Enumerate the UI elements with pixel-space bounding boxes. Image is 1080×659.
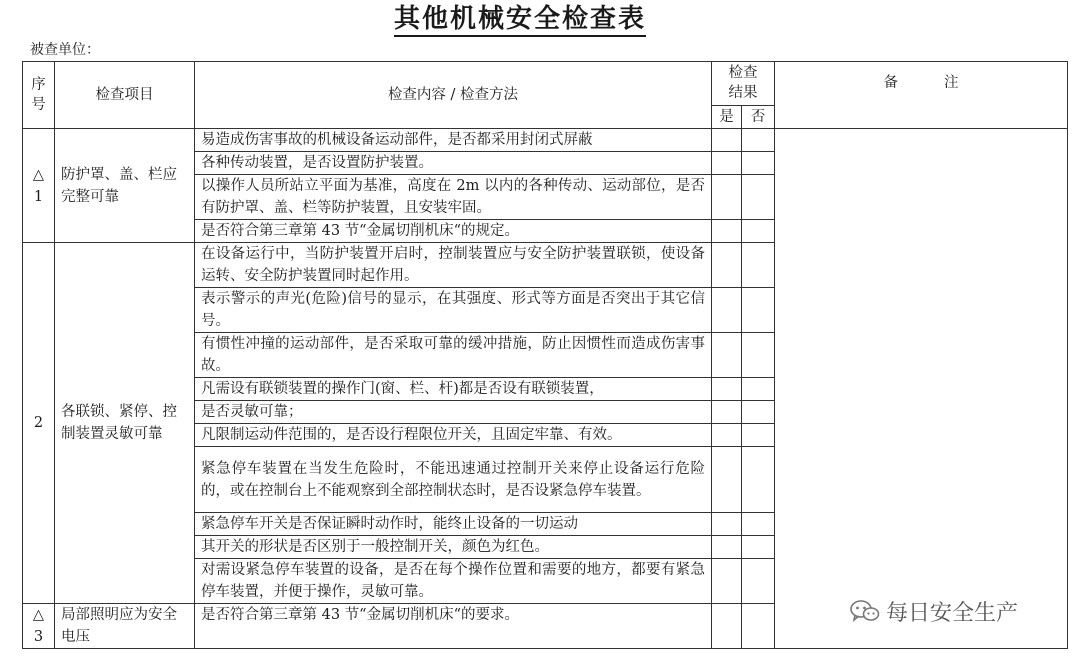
group-3-seq-text: △ 3 xyxy=(32,607,45,645)
header-result-text: 检查 结果 xyxy=(728,65,758,101)
header-result-no: 否 xyxy=(742,106,775,129)
check-content: 凡需设有联锁装置的操作门(窗、栏、杆)都是否设有联锁装置， xyxy=(195,378,712,401)
result-yes-cell[interactable] xyxy=(712,220,742,243)
result-no-cell[interactable] xyxy=(742,129,775,152)
watermark xyxy=(850,596,1018,626)
result-no-cell[interactable] xyxy=(742,333,775,378)
check-content: 表示警示的声光(危险)信号的显示，在其强度、形式等方面是否突出于其它信号。 xyxy=(195,288,712,333)
header-result-yes: 是 xyxy=(712,106,742,129)
wechat-icon xyxy=(850,599,880,623)
inspection-table xyxy=(22,61,1068,649)
result-yes-cell[interactable] xyxy=(712,129,742,152)
result-no-cell[interactable] xyxy=(742,152,775,175)
result-no-cell[interactable] xyxy=(742,424,775,447)
result-yes-cell[interactable] xyxy=(712,333,742,378)
group-1-seq-text: △ 1 xyxy=(32,166,45,205)
result-no-cell[interactable] xyxy=(742,401,775,424)
check-content: 是否灵敏可靠； xyxy=(195,401,712,424)
result-yes-cell[interactable] xyxy=(712,513,742,536)
result-yes-cell[interactable] xyxy=(712,152,742,175)
result-no-cell[interactable] xyxy=(742,604,775,649)
group-1-seq xyxy=(23,129,55,243)
inspected-unit-label: 被查单位： xyxy=(30,42,100,58)
result-no-cell[interactable] xyxy=(742,378,775,401)
group-2-seq: 2 xyxy=(23,243,55,604)
header-remark xyxy=(775,62,1068,129)
result-no-cell[interactable] xyxy=(742,288,775,333)
header-seq-text: 序 号 xyxy=(31,76,46,113)
result-yes-cell[interactable] xyxy=(712,378,742,401)
group-2-item: 各联锁、紧停、控制装置灵敏可靠 xyxy=(55,243,195,604)
header-remark-text: 备 注 xyxy=(883,75,959,91)
check-content: 在设备运行中，当防护装置开启时，控制装置应与安全防护装置联锁，使设备运转、安全防护装置同时起作用。 xyxy=(195,243,712,288)
check-content: 紧急停车开关是否保证瞬时动作时，能终止设备的一切运动 xyxy=(195,513,712,536)
result-no-cell[interactable] xyxy=(742,175,775,220)
group-3-item: 局部照明应为安全电压 xyxy=(55,604,195,649)
check-content: 是否符合第三章第 43 节“金属切削机床“的规定。 xyxy=(195,220,712,243)
result-no-cell[interactable] xyxy=(742,513,775,536)
result-yes-cell[interactable] xyxy=(712,604,742,649)
result-yes-cell[interactable] xyxy=(712,401,742,424)
header-result xyxy=(712,62,775,106)
result-yes-cell[interactable] xyxy=(712,559,742,604)
result-no-cell[interactable] xyxy=(742,447,775,513)
group-3-seq xyxy=(23,604,55,649)
check-content: 易造成伤害事故的机械设备运动部件，是否都采用封闭式屏蔽 xyxy=(195,129,712,152)
document-title: 其他机械安全检查表 xyxy=(0,2,1040,36)
check-content: 对需设紧急停车装置的设备，是否在每个操作位置和需要的地方，都要有紧急停车装置，并便于操作，灵敏可靠。 xyxy=(195,559,712,604)
result-yes-cell[interactable] xyxy=(712,243,742,288)
remark-cell[interactable] xyxy=(775,129,1068,649)
result-yes-cell[interactable] xyxy=(712,536,742,559)
check-content: 紧急停车装置在当发生危险时，不能迅速通过控制开关来停止设备运行危险的，或在控制台上不能观察到全部控制状态时，是否设紧急停车装置。 xyxy=(195,447,712,513)
header-seq xyxy=(23,62,55,129)
check-content: 有惯性冲撞的运动部件，是否采取可靠的缓冲措施，防止因惯性而造成伤害事故。 xyxy=(195,333,712,378)
result-yes-cell[interactable] xyxy=(712,424,742,447)
result-yes-cell[interactable] xyxy=(712,288,742,333)
check-content: 凡限制运动件范围的，是否设行程限位开关，且固定牢靠、有效。 xyxy=(195,424,712,447)
result-no-cell[interactable] xyxy=(742,536,775,559)
check-content: 是否符合第三章第 43 节“金属切削机床“的要求。 xyxy=(195,604,712,649)
result-yes-cell[interactable] xyxy=(712,447,742,513)
check-content: 各种传动装置，是否设置防护装置。 xyxy=(195,152,712,175)
result-no-cell[interactable] xyxy=(742,243,775,288)
result-no-cell[interactable] xyxy=(742,220,775,243)
header-item: 检查项目 xyxy=(55,62,195,129)
check-content: 以操作人员所站立平面为基准，高度在 2m 以内的各种传动、运动部位，是否有防护罩、盖、栏等防护装置，且安装牢固。 xyxy=(195,175,712,220)
group-1-item: 防护罩、盖、栏应完整可靠 xyxy=(55,129,195,243)
watermark-text: 每日安全生产 xyxy=(886,600,1019,626)
result-no-cell[interactable] xyxy=(742,559,775,604)
header-content: 检查内容 / 检查方法 xyxy=(195,62,712,129)
check-content: 其开关的形状是否区别于一般控制开关，颜色为红色。 xyxy=(195,536,712,559)
result-yes-cell[interactable] xyxy=(712,175,742,220)
